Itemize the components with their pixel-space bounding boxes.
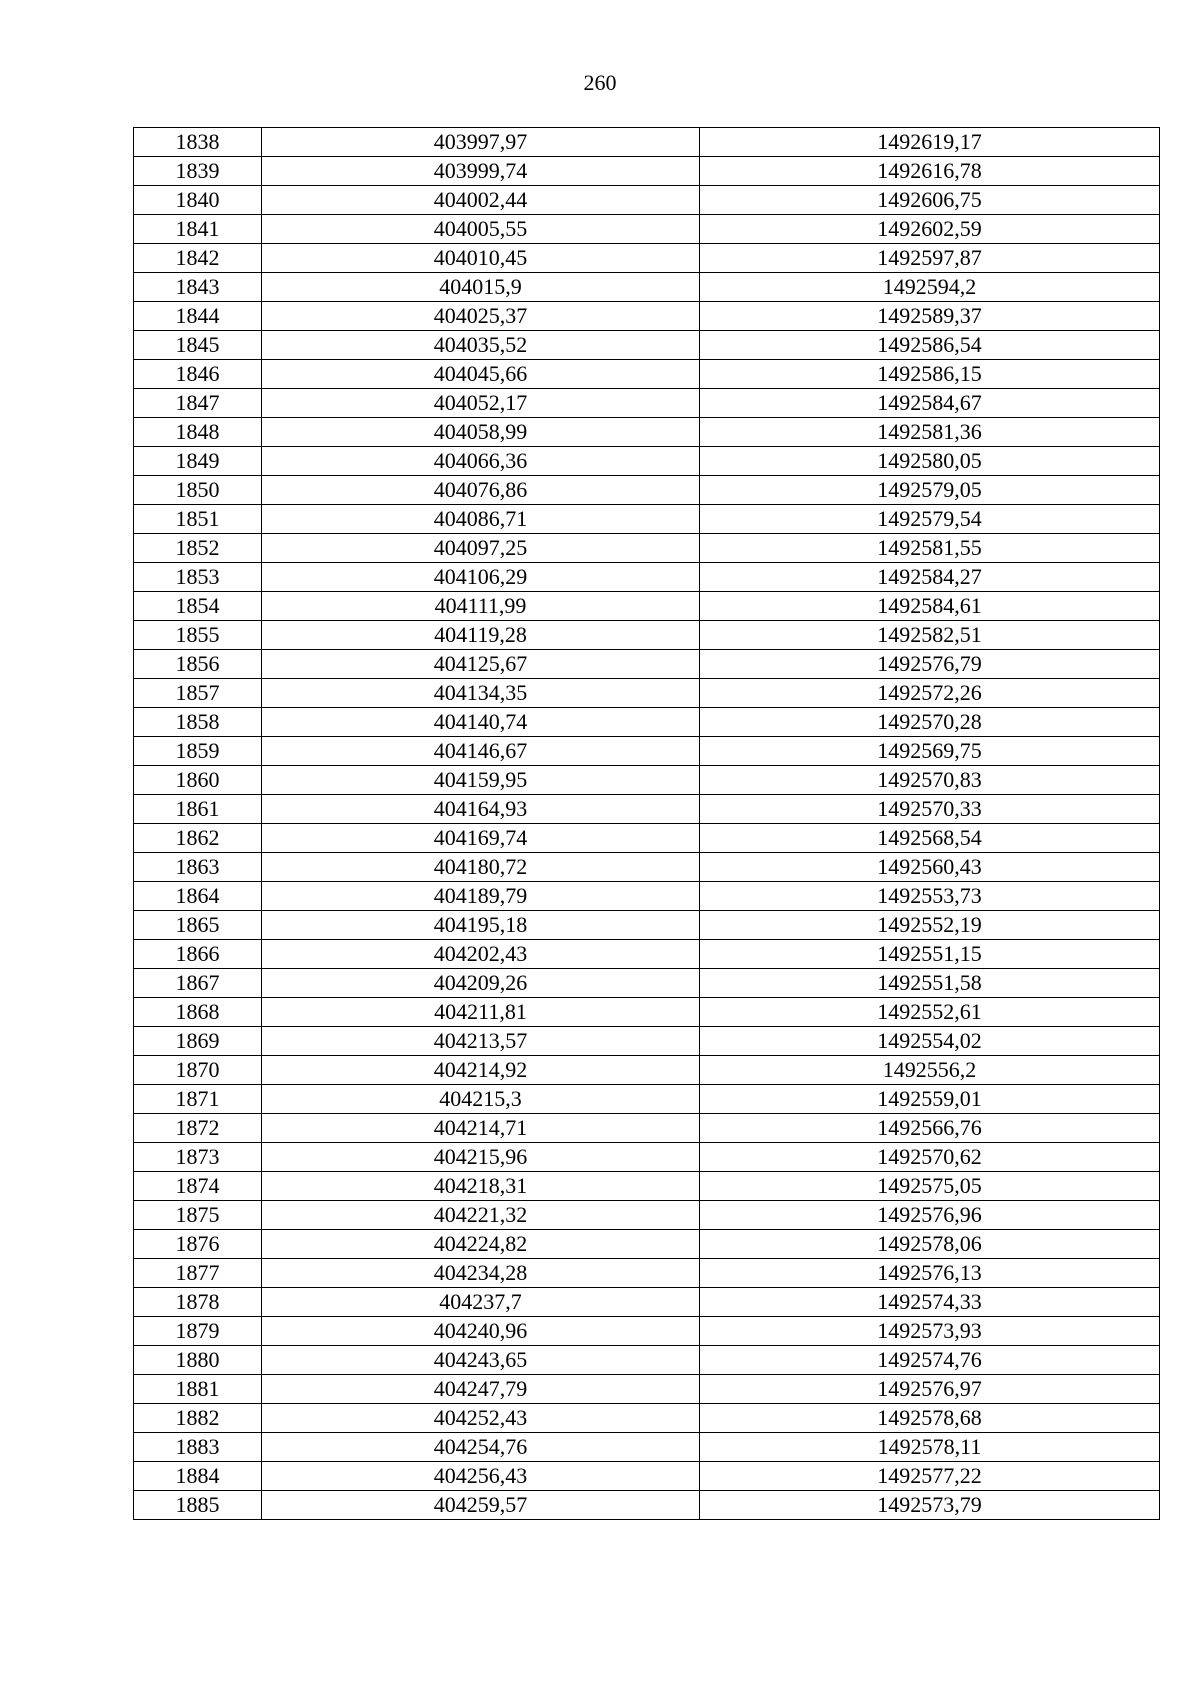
y-coordinate-cell: 1492568,54 [700, 824, 1160, 853]
y-coordinate-cell: 1492552,61 [700, 998, 1160, 1027]
table-row [134, 1056, 1160, 1085]
y-coordinate-cell: 1492578,06 [700, 1230, 1160, 1259]
table-row [134, 1433, 1160, 1462]
x-coordinate-cell: 404134,35 [262, 679, 700, 708]
y-coordinate-cell: 1492581,55 [700, 534, 1160, 563]
table-row [134, 302, 1160, 331]
point-number-cell: 1849 [134, 447, 262, 476]
table-row [134, 331, 1160, 360]
point-number-cell: 1879 [134, 1317, 262, 1346]
y-coordinate-cell: 1492573,93 [700, 1317, 1160, 1346]
y-coordinate-cell: 1492597,87 [700, 244, 1160, 273]
table-row [134, 998, 1160, 1027]
y-coordinate-cell: 1492581,36 [700, 418, 1160, 447]
table-row [134, 1230, 1160, 1259]
point-number-cell: 1852 [134, 534, 262, 563]
table-row [134, 505, 1160, 534]
point-number-cell: 1871 [134, 1085, 262, 1114]
y-coordinate-cell: 1492570,33 [700, 795, 1160, 824]
x-coordinate-cell: 404086,71 [262, 505, 700, 534]
point-number-cell: 1869 [134, 1027, 262, 1056]
x-coordinate-cell: 404180,72 [262, 853, 700, 882]
point-number-cell: 1883 [134, 1433, 262, 1462]
x-coordinate-cell: 404164,93 [262, 795, 700, 824]
x-coordinate-cell: 404215,3 [262, 1085, 700, 1114]
x-coordinate-cell: 403999,74 [262, 157, 700, 186]
y-coordinate-cell: 1492570,83 [700, 766, 1160, 795]
point-number-cell: 1875 [134, 1201, 262, 1230]
point-number-cell: 1847 [134, 389, 262, 418]
point-number-cell: 1867 [134, 969, 262, 998]
y-coordinate-cell: 1492606,75 [700, 186, 1160, 215]
x-coordinate-cell: 404189,79 [262, 882, 700, 911]
table-row [134, 795, 1160, 824]
x-coordinate-cell: 404076,86 [262, 476, 700, 505]
y-coordinate-cell: 1492576,97 [700, 1375, 1160, 1404]
point-number-cell: 1874 [134, 1172, 262, 1201]
coordinates-table [133, 127, 1160, 1520]
x-coordinate-cell: 404015,9 [262, 273, 700, 302]
y-coordinate-cell: 1492602,59 [700, 215, 1160, 244]
point-number-cell: 1860 [134, 766, 262, 795]
x-coordinate-cell: 404252,43 [262, 1404, 700, 1433]
point-number-cell: 1885 [134, 1491, 262, 1520]
x-coordinate-cell: 403997,97 [262, 128, 700, 157]
point-number-cell: 1839 [134, 157, 262, 186]
table-row [134, 592, 1160, 621]
x-coordinate-cell: 404195,18 [262, 911, 700, 940]
x-coordinate-cell: 404002,44 [262, 186, 700, 215]
table-row [134, 969, 1160, 998]
point-number-cell: 1842 [134, 244, 262, 273]
x-coordinate-cell: 404202,43 [262, 940, 700, 969]
x-coordinate-cell: 404169,74 [262, 824, 700, 853]
y-coordinate-cell: 1492576,79 [700, 650, 1160, 679]
x-coordinate-cell: 404221,32 [262, 1201, 700, 1230]
x-coordinate-cell: 404243,65 [262, 1346, 700, 1375]
x-coordinate-cell: 404224,82 [262, 1230, 700, 1259]
table-row [134, 1114, 1160, 1143]
table-row [134, 911, 1160, 940]
x-coordinate-cell: 404025,37 [262, 302, 700, 331]
x-coordinate-cell: 404254,76 [262, 1433, 700, 1462]
point-number-cell: 1851 [134, 505, 262, 534]
y-coordinate-cell: 1492572,26 [700, 679, 1160, 708]
table-row [134, 447, 1160, 476]
y-coordinate-cell: 1492574,33 [700, 1288, 1160, 1317]
point-number-cell: 1881 [134, 1375, 262, 1404]
table-row [134, 766, 1160, 795]
table-row [134, 1491, 1160, 1520]
x-coordinate-cell: 404106,29 [262, 563, 700, 592]
x-coordinate-cell: 404218,31 [262, 1172, 700, 1201]
table-row [134, 157, 1160, 186]
point-number-cell: 1848 [134, 418, 262, 447]
y-coordinate-cell: 1492577,22 [700, 1462, 1160, 1491]
table-row [134, 679, 1160, 708]
point-number-cell: 1845 [134, 331, 262, 360]
y-coordinate-cell: 1492584,61 [700, 592, 1160, 621]
point-number-cell: 1861 [134, 795, 262, 824]
table-row [134, 1085, 1160, 1114]
x-coordinate-cell: 404045,66 [262, 360, 700, 389]
y-coordinate-cell: 1492556,2 [700, 1056, 1160, 1085]
y-coordinate-cell: 1492551,58 [700, 969, 1160, 998]
y-coordinate-cell: 1492560,43 [700, 853, 1160, 882]
coordinates-table-body [134, 128, 1160, 1520]
y-coordinate-cell: 1492578,68 [700, 1404, 1160, 1433]
y-coordinate-cell: 1492575,05 [700, 1172, 1160, 1201]
y-coordinate-cell: 1492576,13 [700, 1259, 1160, 1288]
y-coordinate-cell: 1492586,15 [700, 360, 1160, 389]
point-number-cell: 1880 [134, 1346, 262, 1375]
x-coordinate-cell: 404035,52 [262, 331, 700, 360]
table-row [134, 1346, 1160, 1375]
point-number-cell: 1858 [134, 708, 262, 737]
y-coordinate-cell: 1492589,37 [700, 302, 1160, 331]
table-row [134, 273, 1160, 302]
x-coordinate-cell: 404240,96 [262, 1317, 700, 1346]
x-coordinate-cell: 404111,99 [262, 592, 700, 621]
table-row [134, 244, 1160, 273]
x-coordinate-cell: 404097,25 [262, 534, 700, 563]
x-coordinate-cell: 404214,71 [262, 1114, 700, 1143]
x-coordinate-cell: 404010,45 [262, 244, 700, 273]
x-coordinate-cell: 404140,74 [262, 708, 700, 737]
point-number-cell: 1857 [134, 679, 262, 708]
x-coordinate-cell: 404215,96 [262, 1143, 700, 1172]
x-coordinate-cell: 404058,99 [262, 418, 700, 447]
point-number-cell: 1844 [134, 302, 262, 331]
point-number-cell: 1878 [134, 1288, 262, 1317]
point-number-cell: 1853 [134, 563, 262, 592]
table-row [134, 824, 1160, 853]
point-number-cell: 1882 [134, 1404, 262, 1433]
point-number-cell: 1856 [134, 650, 262, 679]
table-row [134, 882, 1160, 911]
x-coordinate-cell: 404119,28 [262, 621, 700, 650]
x-coordinate-cell: 404213,57 [262, 1027, 700, 1056]
point-number-cell: 1872 [134, 1114, 262, 1143]
table-row [134, 737, 1160, 766]
table-row [134, 1027, 1160, 1056]
y-coordinate-cell: 1492578,11 [700, 1433, 1160, 1462]
y-coordinate-cell: 1492574,76 [700, 1346, 1160, 1375]
table-row [134, 389, 1160, 418]
point-number-cell: 1854 [134, 592, 262, 621]
table-row [134, 708, 1160, 737]
y-coordinate-cell: 1492576,96 [700, 1201, 1160, 1230]
table-row [134, 1462, 1160, 1491]
table-row [134, 534, 1160, 563]
y-coordinate-cell: 1492552,19 [700, 911, 1160, 940]
y-coordinate-cell: 1492551,15 [700, 940, 1160, 969]
x-coordinate-cell: 404066,36 [262, 447, 700, 476]
point-number-cell: 1838 [134, 128, 262, 157]
point-number-cell: 1859 [134, 737, 262, 766]
point-number-cell: 1862 [134, 824, 262, 853]
table-row [134, 1317, 1160, 1346]
point-number-cell: 1846 [134, 360, 262, 389]
point-number-cell: 1865 [134, 911, 262, 940]
point-number-cell: 1840 [134, 186, 262, 215]
y-coordinate-cell: 1492579,05 [700, 476, 1160, 505]
point-number-cell: 1877 [134, 1259, 262, 1288]
point-number-cell: 1850 [134, 476, 262, 505]
y-coordinate-cell: 1492582,51 [700, 621, 1160, 650]
table-row [134, 1259, 1160, 1288]
x-coordinate-cell: 404146,67 [262, 737, 700, 766]
y-coordinate-cell: 1492559,01 [700, 1085, 1160, 1114]
x-coordinate-cell: 404247,79 [262, 1375, 700, 1404]
table-row [134, 418, 1160, 447]
y-coordinate-cell: 1492584,27 [700, 563, 1160, 592]
point-number-cell: 1841 [134, 215, 262, 244]
table-row [134, 563, 1160, 592]
point-number-cell: 1855 [134, 621, 262, 650]
table-row [134, 1201, 1160, 1230]
x-coordinate-cell: 404256,43 [262, 1462, 700, 1491]
y-coordinate-cell: 1492573,79 [700, 1491, 1160, 1520]
table-row [134, 215, 1160, 244]
y-coordinate-cell: 1492553,73 [700, 882, 1160, 911]
y-coordinate-cell: 1492570,62 [700, 1143, 1160, 1172]
point-number-cell: 1864 [134, 882, 262, 911]
point-number-cell: 1876 [134, 1230, 262, 1259]
table-row [134, 1172, 1160, 1201]
table-row [134, 621, 1160, 650]
table-row [134, 650, 1160, 679]
y-coordinate-cell: 1492584,67 [700, 389, 1160, 418]
x-coordinate-cell: 404214,92 [262, 1056, 700, 1085]
x-coordinate-cell: 404159,95 [262, 766, 700, 795]
x-coordinate-cell: 404259,57 [262, 1491, 700, 1520]
table-row [134, 1143, 1160, 1172]
table-row [134, 1375, 1160, 1404]
table-row [134, 186, 1160, 215]
table-row [134, 128, 1160, 157]
x-coordinate-cell: 404234,28 [262, 1259, 700, 1288]
y-coordinate-cell: 1492566,76 [700, 1114, 1160, 1143]
x-coordinate-cell: 404209,26 [262, 969, 700, 998]
x-coordinate-cell: 404211,81 [262, 998, 700, 1027]
y-coordinate-cell: 1492616,78 [700, 157, 1160, 186]
x-coordinate-cell: 404125,67 [262, 650, 700, 679]
y-coordinate-cell: 1492580,05 [700, 447, 1160, 476]
x-coordinate-cell: 404005,55 [262, 215, 700, 244]
y-coordinate-cell: 1492594,2 [700, 273, 1160, 302]
table-row [134, 940, 1160, 969]
point-number-cell: 1884 [134, 1462, 262, 1491]
point-number-cell: 1843 [134, 273, 262, 302]
point-number-cell: 1863 [134, 853, 262, 882]
y-coordinate-cell: 1492570,28 [700, 708, 1160, 737]
y-coordinate-cell: 1492569,75 [700, 737, 1160, 766]
table-row [134, 1288, 1160, 1317]
point-number-cell: 1866 [134, 940, 262, 969]
y-coordinate-cell: 1492586,54 [700, 331, 1160, 360]
point-number-cell: 1870 [134, 1056, 262, 1085]
y-coordinate-cell: 1492554,02 [700, 1027, 1160, 1056]
y-coordinate-cell: 1492619,17 [700, 128, 1160, 157]
y-coordinate-cell: 1492579,54 [700, 505, 1160, 534]
point-number-cell: 1868 [134, 998, 262, 1027]
table-row [134, 360, 1160, 389]
table-row [134, 853, 1160, 882]
page-number: 260 [583, 70, 617, 95]
table-row [134, 476, 1160, 505]
table-row [134, 1404, 1160, 1433]
x-coordinate-cell: 404237,7 [262, 1288, 700, 1317]
x-coordinate-cell: 404052,17 [262, 389, 700, 418]
point-number-cell: 1873 [134, 1143, 262, 1172]
